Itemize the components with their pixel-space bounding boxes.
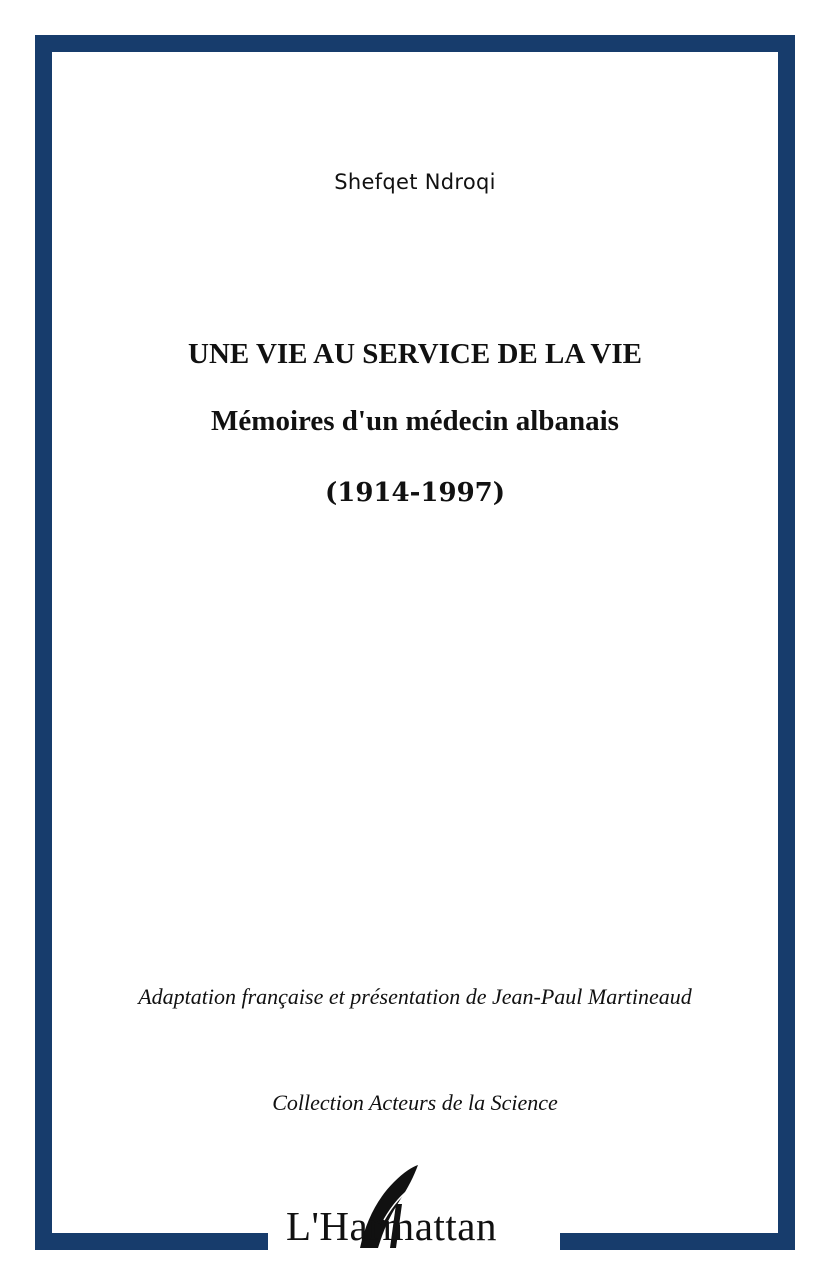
bottom-frame-left bbox=[35, 1233, 268, 1250]
collection-name: Collection Acteurs de la Science bbox=[272, 1090, 558, 1115]
author-name: Shefqet Ndroqi bbox=[334, 170, 496, 194]
book-subtitle: Mémoires d'un médecin albanais bbox=[211, 405, 619, 437]
book-title: UNE VIE AU SERVICE DE LA VIE bbox=[188, 338, 642, 370]
book-dates: (1914-1997) bbox=[324, 478, 506, 508]
bottom-frame-right bbox=[560, 1233, 795, 1250]
publisher-name: L'Harmattan bbox=[286, 1203, 497, 1249]
cover-frame bbox=[35, 35, 795, 1250]
adaptation-credit: Adaptation française et présentation de Jean-Paul Martineaud bbox=[138, 984, 692, 1009]
